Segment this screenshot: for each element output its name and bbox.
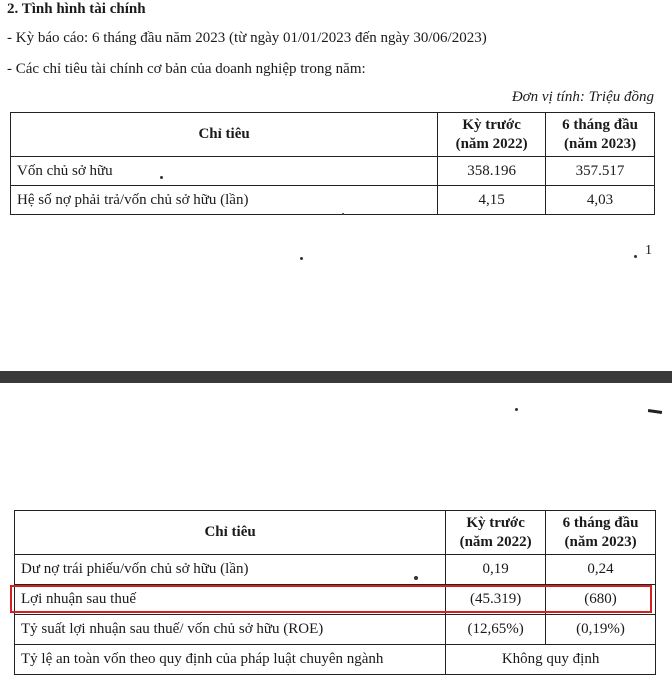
row-label: Dư nợ trái phiếu/vốn chủ sở hữu (lần) [15,555,446,585]
row-previous-value: 4,15 [438,186,546,215]
header-current-line1: 6 tháng đầu [562,514,639,531]
table-row [15,615,656,645]
row-current-value: 357.517 [546,157,655,186]
row-previous-value: (12,65%) [446,615,546,645]
row-label: Vốn chủ sở hữu [11,157,438,186]
row-label: Tỷ suất lợi nhuận sau thuế/ vốn chủ sở hữu (ROE) [15,615,446,645]
scan-speck [160,176,163,179]
scan-speck [342,213,344,215]
scan-speck [515,408,518,411]
row-merged-value: Không quy định [446,645,656,675]
table-header-row [11,113,655,157]
financial-table-1 [10,112,655,215]
section-title: 2. Tình hình tài chính [7,1,146,17]
table-row [15,555,656,585]
header-previous-period [438,113,546,157]
header-current-period [546,511,656,555]
scan-mark [648,409,662,414]
header-previous-line2: (năm 2022) [455,135,528,152]
page-number: 1 [645,243,652,258]
row-current-value: (0,19%) [546,615,656,645]
highlight-box [10,585,652,613]
header-current-line1: 6 tháng đầu [562,116,638,133]
header-previous-line2: (năm 2022) [459,533,532,550]
row-previous-value: 0,19 [446,555,546,585]
header-current-line2: (năm 2023) [564,135,637,152]
header-previous-period [446,511,546,555]
table-row [11,186,655,215]
header-indicator: Chỉ tiêu [15,511,446,555]
row-label: Hệ số nợ phải trả/vốn chủ sở hữu (lần) [11,186,438,215]
report-period-line: - Kỳ báo cáo: 6 tháng đầu năm 2023 (từ ngày 01/01/2023 đến ngày 30/06/2023) [7,30,487,46]
row-previous-value: 358.196 [438,157,546,186]
row-current-value: (680) [546,585,656,615]
table-row [15,645,656,675]
table-header-row [15,511,656,555]
header-current-period [546,113,655,157]
unit-label: Đơn vị tính: Triệu đồng [511,89,654,105]
scan-speck [634,255,637,258]
row-label: Tỷ lệ an toàn vốn theo quy định của pháp luật chuyên ngành [15,645,446,675]
table-row [11,157,655,186]
header-previous-line1: Kỳ trước [466,514,525,531]
row-label: Lợi nhuận sau thuế [15,585,446,615]
header-indicator: Chỉ tiêu [11,113,438,157]
scan-speck [300,257,303,260]
row-current-value: 0,24 [546,555,656,585]
row-current-value: 4,03 [546,186,655,215]
row-previous-value: (45.319) [446,585,546,615]
header-previous-line1: Kỳ trước [462,116,521,133]
page-divider [0,371,672,383]
header-current-line2: (năm 2023) [564,533,637,550]
indicators-intro-line: - Các chỉ tiêu tài chính cơ bản của doanh nghiệp trong năm: [7,61,366,77]
